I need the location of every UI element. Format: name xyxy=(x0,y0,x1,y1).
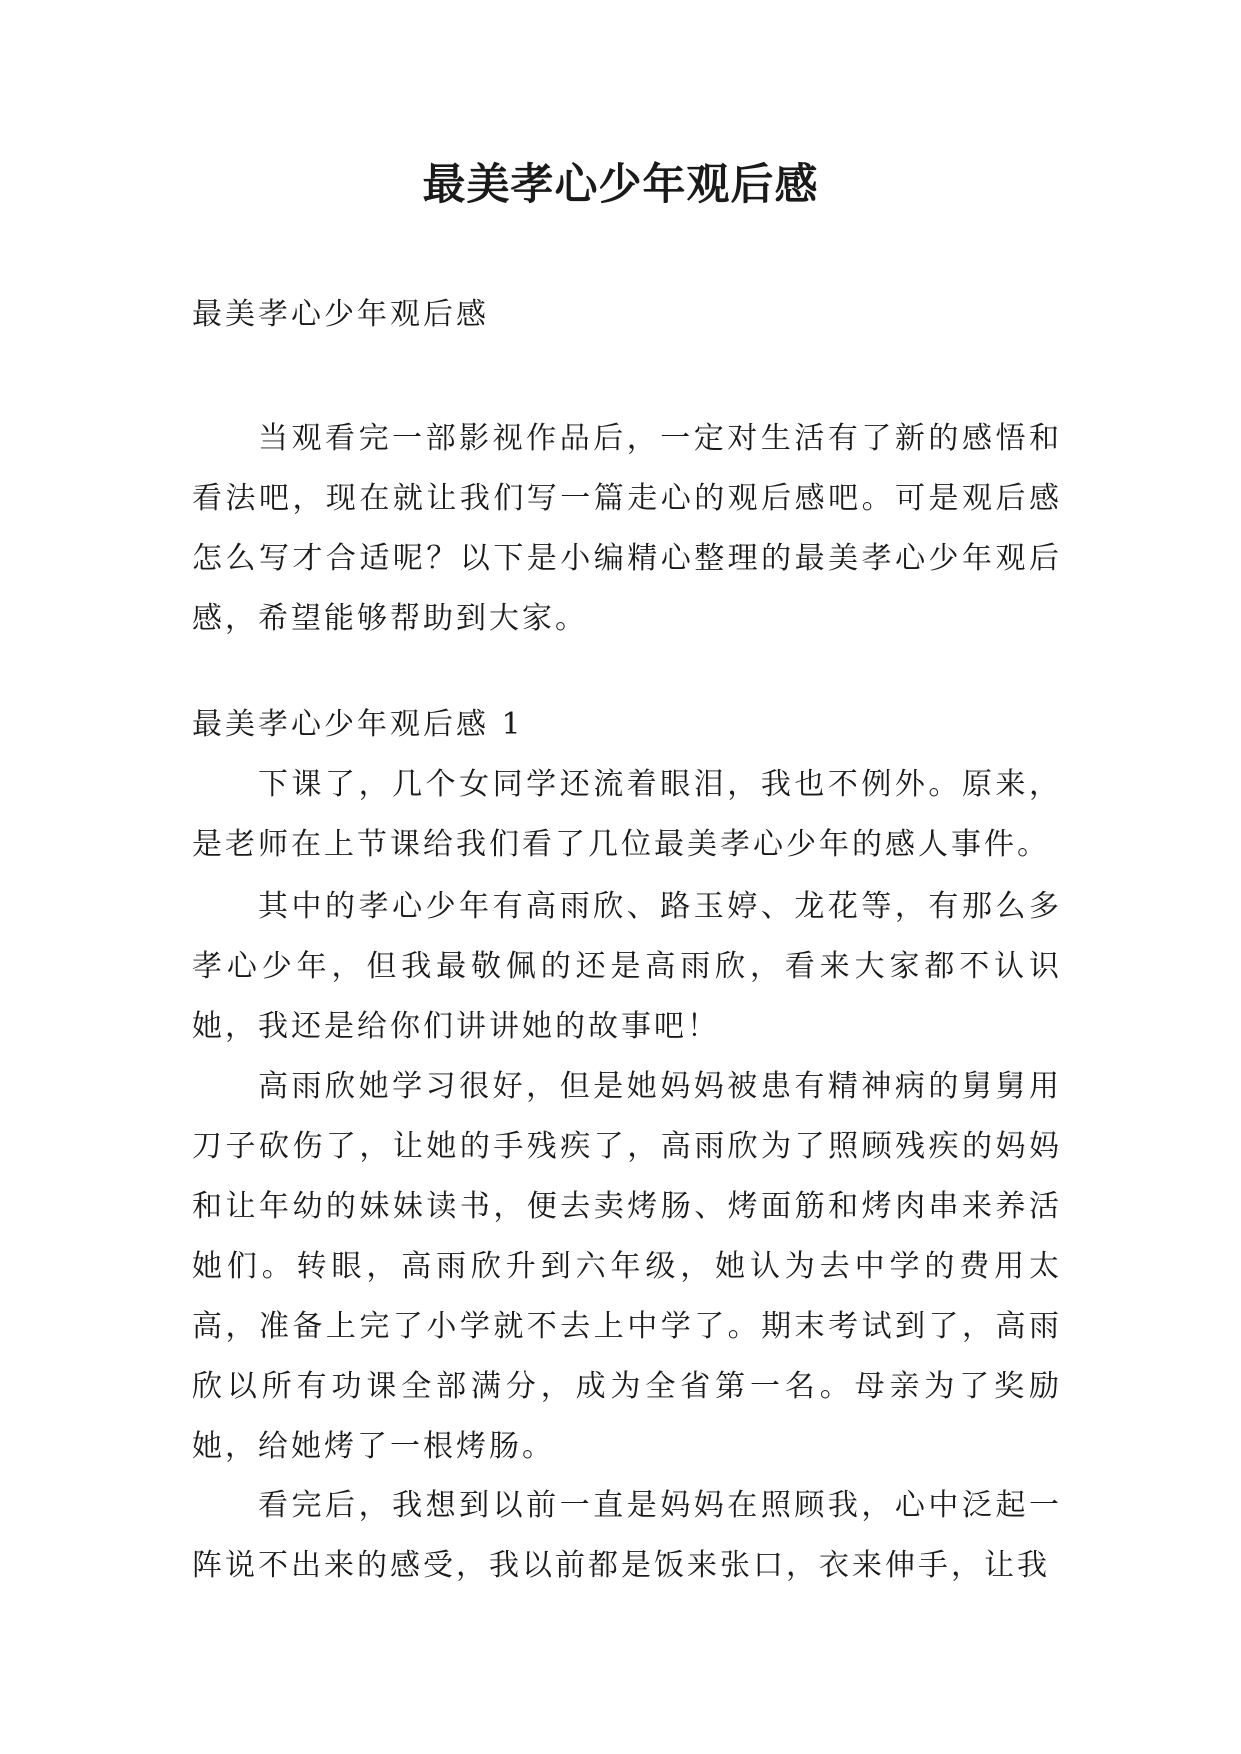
body-paragraph-2: 其中的孝心少年有高雨欣、路玉婷、龙花等，有那么多孝心少年，但我最敬佩的还是高雨欣，看来大家都不认识她，我还是给你们讲讲她的故事吧！ xyxy=(192,889,1062,1044)
section-title: 最美孝心少年观后感 1 xyxy=(192,707,524,742)
intro-paragraph: 当观看完一部影视作品后，一定对生活有了新的感悟和看法吧，现在就让我们写一篇走心的观后感吧。可是观后感怎么写才合适呢？以下是小编精心整理的最美孝心少年观后感，希望能够帮助到大家。 xyxy=(192,421,1062,636)
body-paragraph-3: 高雨欣她学习很好，但是她妈妈被患有精神病的舅舅用刀子砍伤了，让她的手残疾了，高雨欣为了照顾残疾的妈妈和让年幼的妹妹读书，便去卖烤肠、烤面筋和烤肉串来养活她们。转眼，高雨欣升到六年级，她认为去中学的费用太高，准备上完了小学就不去上中学了。期末考试到了，高雨欣以所有功课全部满分，成为全省第一名。母亲为了奖励她，给她烤了一根烤肠。 xyxy=(192,1069,1062,1464)
document-subtitle: 最美孝心少年观后感 xyxy=(192,297,489,332)
body-paragraph-4: 看完后，我想到以前一直是妈妈在照顾我，心中泛起一阵说不出来的感受，我以前都是饭来张口，衣来伸手，让我 xyxy=(192,1488,1062,1583)
document-title: 最美孝心少年观后感 xyxy=(422,160,819,210)
body-paragraph-1: 下课了，几个女同学还流着眼泪，我也不例外。原来，是老师在上节课给我们看了几位最美孝心少年的感人事件。 xyxy=(192,767,1062,862)
